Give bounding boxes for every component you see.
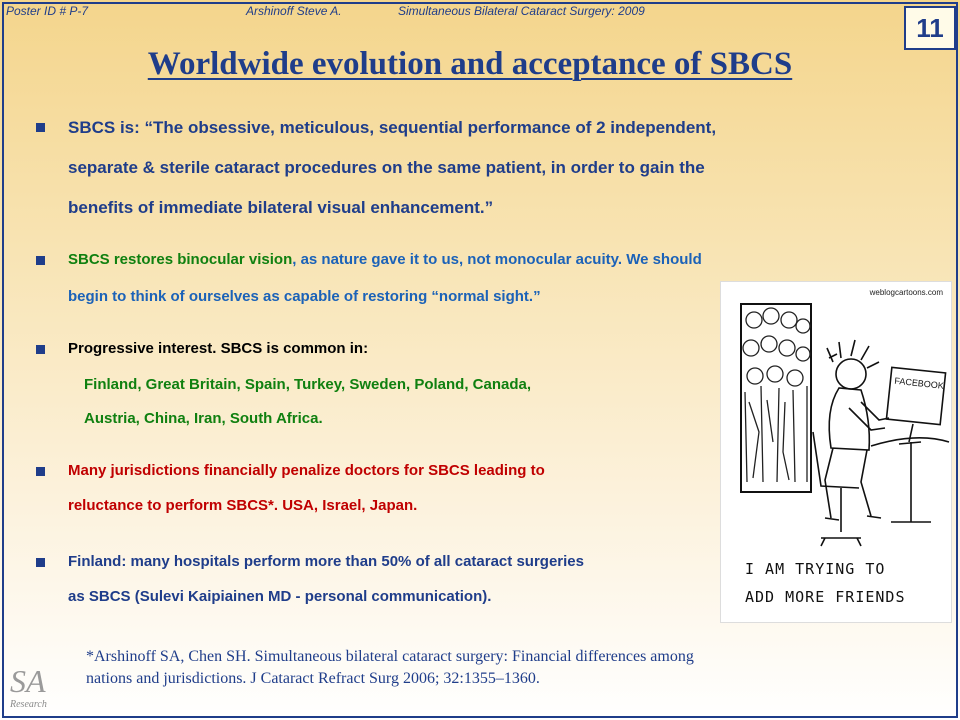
poster-id: Poster ID # P-7	[6, 4, 89, 18]
bullet1-line2: separate & sterile cataract procedures on the same patient, in order to gain the	[68, 158, 705, 177]
bullet4-line2: reluctance to perform SBCS*. USA, Israel, Japan.	[68, 497, 418, 514]
bullet2-rest: , as nature gave it to us, not monocular acuity. We should	[292, 251, 702, 268]
svg-text:SA: SA	[10, 663, 46, 699]
slide-title: Worldwide evolution and acceptance of SBCS	[147, 46, 793, 82]
bullet4-line1: Many jurisdictions financially penalize doctors for SBCS leading to	[68, 462, 545, 479]
svg-text:ADD MORE FRIENDS: ADD MORE FRIENDS	[745, 588, 906, 606]
poster-author: Arshinoff Steve A.	[246, 4, 342, 18]
reference-footnote	[86, 646, 886, 690]
bullet2-line2: begin to think of ourselves as capable of restoring “normal sight.”	[68, 288, 541, 305]
bullet-marker	[36, 345, 45, 354]
bullet-marker	[36, 256, 45, 265]
bullet-marker	[36, 123, 45, 132]
cartoon-drawing	[721, 282, 951, 622]
bullet1-line1: SBCS is: “The obsessive, meticulous, sequential performance of 2 independent,	[68, 118, 717, 137]
bullet1-line3: benefits of immediate bilateral visual enhancement.”	[68, 198, 494, 217]
footnote-line1: *Arshinoff SA, Chen SH. Simultaneous bilateral cataract surgery: Financial differences among	[86, 648, 694, 665]
bullet5-line1: Finland: many hospitals perform more than 50% of all cataract surgeries	[68, 553, 584, 570]
bullet2-line1	[68, 251, 702, 268]
bullet-marker	[36, 467, 45, 476]
sa-research-logo	[6, 660, 68, 712]
poster-title: Simultaneous Bilateral Cataract Surgery: 2009	[398, 4, 645, 18]
bullet3-countries-line2: Austria, China, Iran, South Africa.	[84, 410, 323, 427]
facebook-cartoon	[720, 281, 952, 623]
bullet-marker	[36, 558, 45, 567]
footnote-line2: nations and jurisdictions. J Cataract Refract Surg 2006; 32:1355–1360.	[86, 670, 540, 687]
svg-text:I AM TRYING TO: I AM TRYING TO	[745, 560, 886, 578]
svg-text:weblogcartoons.com: weblogcartoons.com	[869, 288, 943, 297]
bullet2-lead: SBCS restores binocular vision	[68, 251, 293, 268]
bullet3-countries-line1: Finland, Great Britain, Spain, Turkey, Sweden, Poland, Canada,	[84, 376, 532, 393]
bullet5-line2: as SBCS (Sulevi Kaipiainen MD - personal communication).	[68, 588, 492, 605]
slide-number-badge: 11	[904, 6, 956, 50]
svg-text:Research: Research	[10, 699, 47, 710]
svg-text:FACEBOOK: FACEBOOK	[893, 375, 945, 391]
bullet3-heading: Progressive interest. SBCS is common in:	[68, 340, 369, 357]
